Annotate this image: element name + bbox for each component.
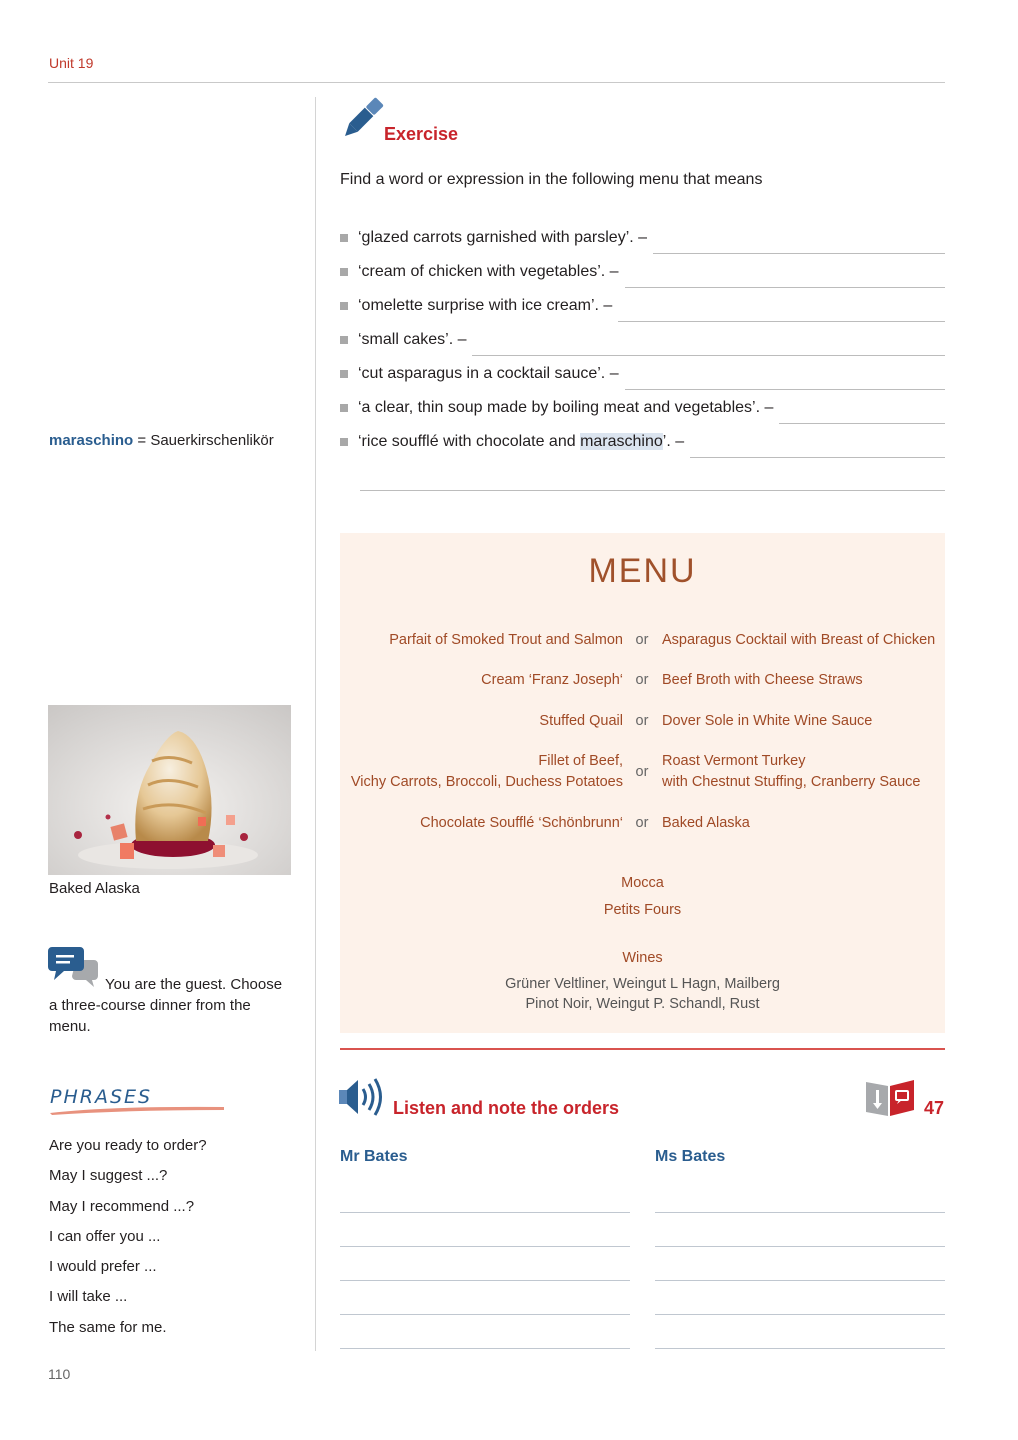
bullet-square-icon	[340, 336, 348, 344]
menu-or: or	[635, 672, 649, 688]
speaker-icon	[338, 1076, 386, 1118]
photo-caption: Baked Alaska	[49, 880, 140, 897]
menu-dessert-right: Baked Alaska	[662, 815, 750, 831]
phrase-item: I can offer you ...	[49, 1228, 161, 1245]
exercise-title: Exercise	[384, 124, 459, 144]
bullet-square-icon	[340, 404, 348, 412]
menu-soup-left: Cream ‘Franz Joseph‘	[481, 672, 623, 688]
menu-fish-right: Dover Sole in White Wine Sauce	[662, 713, 873, 729]
menu-or: or	[635, 713, 649, 729]
answer-line[interactable]	[625, 389, 945, 390]
phrase-item: The same for me.	[49, 1319, 167, 1336]
glossary-note: maraschino = Sauerkirschenlikör	[49, 432, 274, 449]
answer-line[interactable]	[340, 1246, 630, 1247]
exercise-item: ‘small cakes’. –	[340, 328, 945, 352]
answer-line[interactable]	[625, 287, 945, 288]
menu-or: or	[635, 764, 649, 780]
phrase-item: I will take ...	[49, 1288, 128, 1305]
exercise-item: ‘a clear, thin soup made by boiling meat and vegetables’. –	[340, 396, 945, 420]
answer-line[interactable]	[653, 253, 945, 254]
bullet-square-icon	[340, 370, 348, 378]
speaking-task: You are the guest. Choose a three-course dinner from the menu.	[49, 976, 283, 1035]
exercise-item: ‘rice soufflé with chocolate and maraschino’. –	[340, 430, 945, 454]
brush-stroke-decoration	[48, 1104, 226, 1116]
menu-wine-2: Pinot Noir, Weingut P. Schandl, Rust	[525, 996, 760, 1012]
phrase-item: Are you ready to order?	[49, 1137, 207, 1154]
audio-track-icon	[866, 1080, 916, 1116]
answer-line[interactable]	[779, 423, 945, 424]
exercise-intro: Find a word or expression in the following menu that means	[340, 171, 763, 188]
menu-or: or	[635, 815, 649, 831]
page-number: 110	[48, 1366, 71, 1382]
answer-line[interactable]	[340, 1212, 630, 1213]
menu-petits-fours: Petits Fours	[603, 902, 682, 918]
menu-starter-left: Parfait of Smoked Trout and Salmon	[389, 632, 623, 648]
answer-line[interactable]	[690, 457, 945, 458]
menu-starter-right: Asparagus Cocktail with Breast of Chicken	[662, 632, 936, 648]
menu-fish-left: Stuffed Quail	[539, 713, 623, 729]
exercise-item: ‘cream of chicken with vegetables’. –	[340, 260, 945, 284]
answer-line[interactable]	[655, 1212, 945, 1213]
menu-main-right-1: Roast Vermont Turkey	[662, 753, 806, 769]
pen-icon	[340, 96, 384, 142]
menu-soup-right: Beef Broth with Cheese Straws	[662, 672, 863, 688]
menu-title: MENU	[588, 552, 697, 590]
answer-line[interactable]	[655, 1348, 945, 1349]
listening-title: Listen and note the orders	[393, 1098, 620, 1118]
highlighted-word: maraschino	[580, 433, 663, 450]
menu-coffee: Mocca	[621, 875, 664, 891]
answer-line[interactable]	[472, 355, 945, 356]
bullet-square-icon	[340, 234, 348, 242]
exercise-item: ‘omelette surprise with ice cream’. –	[340, 294, 945, 318]
unit-label: Unit 19	[49, 55, 94, 71]
phrases-title: PHRASES	[50, 1086, 153, 1108]
answer-line[interactable]	[340, 1348, 630, 1349]
bullet-square-icon	[340, 438, 348, 446]
phrase-item: I would prefer ...	[49, 1258, 157, 1275]
answer-line[interactable]	[618, 321, 945, 322]
menu-wines-title: Wines	[622, 950, 663, 966]
answer-line[interactable]	[655, 1280, 945, 1281]
menu-main-left-1: Fillet of Beef,	[538, 753, 623, 769]
answer-line[interactable]	[340, 1280, 630, 1281]
menu-wine-1: Grüner Veltliner, Weingut L Hagn, Mailberg	[505, 976, 780, 992]
phrase-item: May I suggest ...?	[49, 1167, 168, 1184]
menu-dessert-left: Chocolate Soufflé ‘Schönbrunn‘	[420, 815, 623, 831]
answer-line[interactable]	[360, 490, 945, 491]
column-heading-mr-bates: Mr Bates	[340, 1148, 408, 1165]
header-divider	[48, 82, 945, 83]
answer-line[interactable]	[655, 1314, 945, 1315]
section-divider	[340, 1048, 945, 1050]
bullet-square-icon	[340, 302, 348, 310]
phrase-item: May I recommend ...?	[49, 1198, 195, 1215]
track-number: 47	[924, 1098, 945, 1118]
column-heading-ms-bates: Ms Bates	[655, 1148, 726, 1165]
menu-main-right-2: with Chestnut Stuffing, Cranberry Sauce	[662, 774, 921, 790]
baked-alaska-photo	[48, 705, 291, 875]
exercise-item: ‘cut asparagus in a cocktail sauce’. –	[340, 362, 945, 386]
menu-main-left-2: Vichy Carrots, Broccoli, Duchess Potatoes	[350, 774, 623, 790]
exercise-item: ‘glazed carrots garnished with parsley’. –	[340, 226, 945, 250]
column-divider	[315, 97, 316, 1351]
menu-or: or	[635, 632, 649, 648]
answer-line[interactable]	[340, 1314, 630, 1315]
bullet-square-icon	[340, 268, 348, 276]
answer-line[interactable]	[655, 1246, 945, 1247]
